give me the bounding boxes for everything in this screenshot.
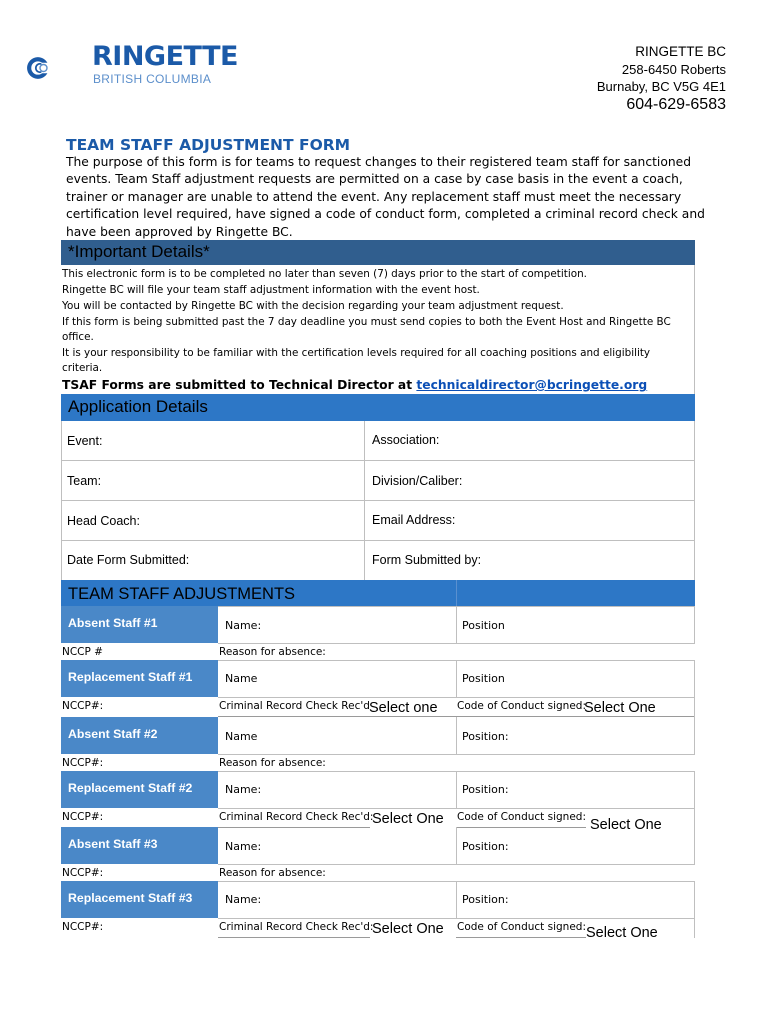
form-title: TEAM STAFF ADJUSTMENT FORM <box>66 136 351 154</box>
grid-line <box>218 754 695 755</box>
event-field[interactable]: Event: <box>67 434 103 448</box>
team-staff-adjustments-heading: TEAM STAFF ADJUSTMENTS <box>68 585 296 603</box>
important-line: Ringette BC will file your team staff adjustment information with the event host. <box>62 284 480 296</box>
grid-line <box>694 827 695 864</box>
grid-line <box>61 540 695 541</box>
grid-line <box>694 918 695 938</box>
replacement-3-position-field[interactable]: Position: <box>462 893 509 906</box>
grid-line <box>456 717 457 754</box>
grid-line <box>456 660 457 697</box>
email-field[interactable]: Email Address: <box>372 513 456 527</box>
grid-line <box>456 606 457 643</box>
replacement-1-crc-label: Criminal Record Check Rec'd <box>219 700 370 712</box>
grid-line <box>694 697 695 717</box>
absent-1-position-field[interactable]: Position <box>462 619 505 632</box>
form-intro: The purpose of this form is for teams to request changes to their registered team staff for sanctioned events. Team Staff adjustment requests are permitted on a case by case basis in the event a coach, trainer or manager are unable to attend the event. Any replacement staff must meet the necessary certification level required, have signed a code of conduct form, completed a criminal record check and have been approved by Ringette BC. <box>66 155 705 239</box>
replacement-2-coc-label: Code of Conduct signed: <box>457 811 587 823</box>
replacement-1-nccp-field[interactable]: NCCP#: <box>62 700 104 712</box>
grid-line <box>218 864 695 865</box>
team-staff-adjustments-header <box>61 580 695 606</box>
grid-line <box>456 937 586 938</box>
org-phone: 604-629-6583 <box>626 96 726 113</box>
replacement-3-coc-select[interactable]: Select One <box>586 925 658 941</box>
grid-line <box>218 808 695 809</box>
replacement-3-coc-label: Code of Conduct signed: <box>457 921 587 933</box>
replacement-1-coc-label: Code of Conduct signed: <box>457 700 587 712</box>
grid-line <box>218 918 695 919</box>
grid-line <box>694 771 695 808</box>
application-details-header <box>61 394 695 421</box>
replacement-staff-2-label <box>61 771 218 808</box>
absent-staff-1-text: Absent Staff #1 <box>68 616 158 630</box>
replacement-2-position-field[interactable]: Position: <box>462 783 509 796</box>
absent-2-name-field[interactable]: Name <box>225 730 258 743</box>
replacement-staff-2-text: Replacement Staff #2 <box>68 781 193 795</box>
absent-1-nccp-field[interactable]: NCCP # <box>62 646 103 658</box>
absent-3-reason-field[interactable]: Reason for absence: <box>219 867 326 879</box>
absent-2-nccp-field[interactable]: NCCP#: <box>62 757 104 769</box>
grid-line <box>694 606 695 643</box>
important-line: It is your responsibility to be familiar with the certification levels required for all coaching positions and eligibility <box>62 347 651 359</box>
replacement-1-coc-select[interactable]: Select One <box>584 700 656 716</box>
replacement-2-crc-select[interactable]: Select One <box>372 811 444 827</box>
absent-2-reason-field[interactable]: Reason for absence: <box>219 757 326 769</box>
date-submitted-field[interactable]: Date Form Submitted: <box>67 553 190 567</box>
important-details-heading: *Important Details* <box>68 242 210 261</box>
replacement-2-name-field[interactable]: Name: <box>225 783 262 796</box>
grid-line <box>694 717 695 754</box>
replacement-3-name-field[interactable]: Name: <box>225 893 262 906</box>
absent-3-nccp-field[interactable]: NCCP#: <box>62 867 104 879</box>
tsaf-text: TSAF Forms are submitted to Technical Director at <box>62 378 417 392</box>
important-line: You will be contacted by Ringette BC with the decision regarding your team adjustment request. <box>62 300 564 312</box>
absent-2-position-field[interactable]: Position: <box>462 730 509 743</box>
grid-line <box>61 460 695 461</box>
grid-line <box>456 827 457 864</box>
replacement-1-crc-select[interactable]: Select one <box>369 700 438 716</box>
grid-line <box>694 808 695 828</box>
absent-staff-3-label <box>61 827 218 864</box>
logo-subtitle: BRITISH COLUMBIA <box>93 72 212 86</box>
tsaf-email-link[interactable]: technicaldirector@bcringette.org <box>416 378 648 392</box>
grid-line <box>61 500 695 501</box>
absent-staff-3-text: Absent Staff #3 <box>68 837 158 851</box>
head-coach-field[interactable]: Head Coach: <box>67 514 140 528</box>
absent-staff-1-label <box>61 606 218 643</box>
absent-3-position-field[interactable]: Position: <box>462 840 509 853</box>
absent-1-name-field[interactable]: Name: <box>225 619 262 632</box>
grid-line <box>456 771 457 808</box>
grid-line <box>218 827 370 828</box>
replacement-1-name-field[interactable]: Name <box>225 672 258 685</box>
replacement-2-crc-label: Criminal Record Check Rec'd: <box>219 811 374 823</box>
association-field[interactable]: Association: <box>372 433 440 447</box>
absent-staff-2-text: Absent Staff #2 <box>68 727 158 741</box>
ringette-logo-icon <box>26 33 96 103</box>
division-field[interactable]: Division/Caliber: <box>372 474 463 488</box>
important-line: If this form is being submitted past the 7 day deadline you must send copies to both the Event Host and Ringette BC <box>62 316 671 328</box>
tsaf-instruction <box>62 378 647 392</box>
replacement-2-nccp-field[interactable]: NCCP#: <box>62 811 104 823</box>
absent-3-name-field[interactable]: Name: <box>225 840 262 853</box>
grid-line <box>218 697 695 698</box>
org-address-2: Burnaby, BC V5G 4E1 <box>596 79 726 94</box>
logo-wordmark: RINGETTE <box>92 41 238 72</box>
replacement-3-crc-label: Criminal Record Check Rec'd: <box>219 921 374 933</box>
replacement-staff-3-text: Replacement Staff #3 <box>68 891 193 905</box>
absent-1-reason-field[interactable]: Reason for absence: <box>219 646 326 658</box>
application-details-heading: Application Details <box>68 397 208 416</box>
replacement-2-coc-select[interactable]: Select One <box>590 817 662 833</box>
grid-line <box>218 643 695 644</box>
submitted-by-field[interactable]: Form Submitted by: <box>372 553 482 567</box>
replacement-staff-1-text: Replacement Staff #1 <box>68 670 193 684</box>
grid-line <box>694 881 695 918</box>
org-address-1: 258-6450 Roberts <box>621 62 726 77</box>
absent-staff-2-label <box>61 717 218 754</box>
important-line: This electronic form is to be completed no later than seven (7) days prior to the start of competition. <box>62 268 587 280</box>
grid-line <box>456 881 457 918</box>
replacement-1-position-field[interactable]: Position <box>462 672 505 685</box>
grid-line <box>694 660 695 697</box>
org-name: RINGETTE BC <box>635 44 726 59</box>
replacement-staff-1-label <box>61 660 218 697</box>
replacement-staff-3-label <box>61 881 218 918</box>
team-field[interactable]: Team: <box>67 474 102 488</box>
grid-line <box>218 937 370 938</box>
important-line: office. <box>62 331 94 343</box>
grid-line <box>456 580 457 606</box>
important-line: criteria. <box>62 362 103 374</box>
important-details-header <box>61 240 695 265</box>
replacement-3-crc-select[interactable]: Select One <box>372 921 444 937</box>
replacement-3-nccp-field[interactable]: NCCP#: <box>62 921 104 933</box>
grid-line <box>456 827 586 828</box>
